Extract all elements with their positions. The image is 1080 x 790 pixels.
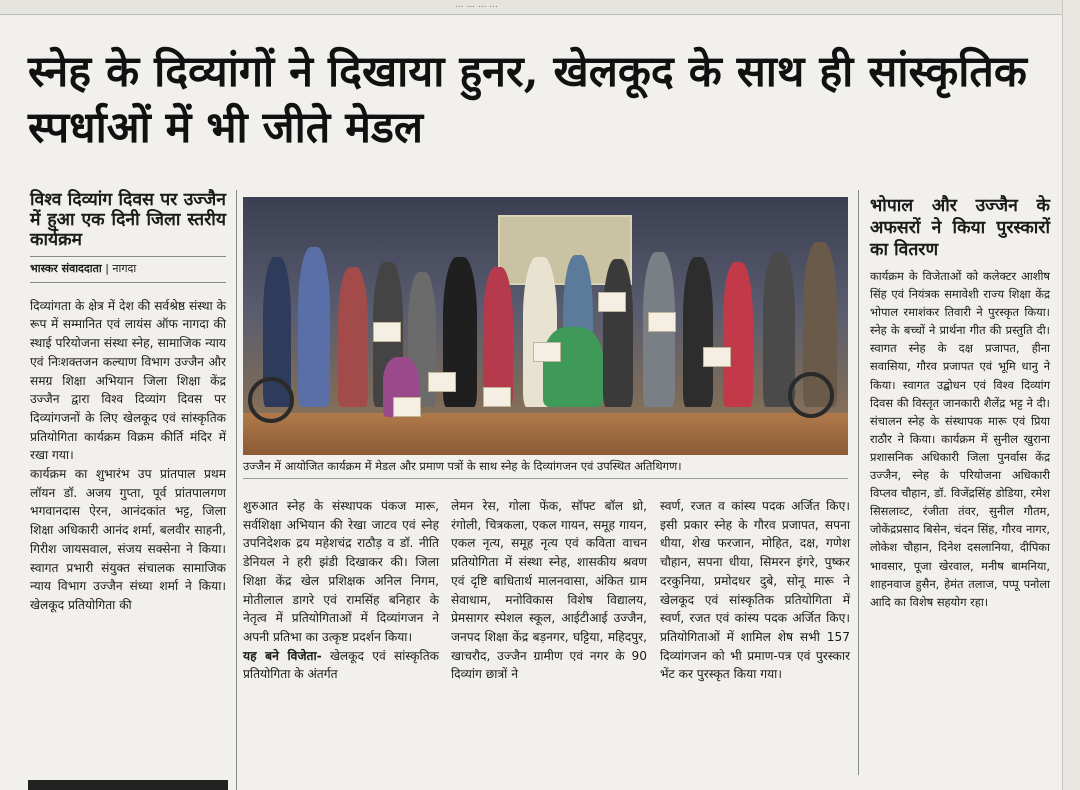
photo-person xyxy=(298,247,330,407)
winners-text: खेलकूद एवं सांस्कृतिक प्रतियोगिता के अंतर्गत xyxy=(243,648,440,682)
group-photo xyxy=(243,197,848,455)
byline-place: | नागदा xyxy=(105,262,137,275)
certificate xyxy=(428,372,456,392)
byline xyxy=(30,256,226,283)
photo-person xyxy=(683,257,713,407)
wheelchair-wheel xyxy=(248,377,294,423)
column-divider xyxy=(858,190,859,775)
photo-caption: उज्जैन में आयोजित कार्यक्रम में मेडल और प्रमाण पत्रों के साथ स्नेह के दिव्यांगजन एवं उपस्थित अतिथिगण। xyxy=(243,458,848,479)
byline-author: भास्कर संवाददाता xyxy=(30,262,102,275)
headline: स्नेह के दिव्यांगों ने दिखाया हुनर, खेलकूद के साथ ही सांस्कृतिक स्पर्धाओं में भी जीते मेडल xyxy=(28,47,1027,153)
left-para-1: दिव्यांगता के क्षेत्र में देश की सर्वश्रेष्ठ संस्था के रूप में सम्मानित एवं लायंस ऑफ नागदा की स्थाई परियोजना संस्था स्नेह, सामाजिक न्याय एवं निःशक्तजन कल्याण विभाग उज्जैन और समग्र शिक्षा अभियान जिला शिक्षा केंद्र उज्जैन द्वारा विश्व दिव्यांग दिवस पर दिव्यांगजनों के लिए खेलकूद एवं सांस्कृतिक प्रतियोगिता कार्यक्रम विक्रम कीर्ति मंदिर में रखा गया। xyxy=(30,298,226,463)
left-column xyxy=(30,190,226,615)
column-3 xyxy=(451,497,647,684)
certificate xyxy=(598,292,626,312)
certificate xyxy=(648,312,676,332)
left-subhead: विश्व दिव्यांग दिवस पर उज्जैन में हुआ एक दिनी जिला स्तरीय कार्यक्रम xyxy=(30,190,226,250)
certificate xyxy=(483,387,511,407)
left-para-2: कार्यक्रम का शुभारंभ उप प्रांतपाल प्रथम लॉयन डॉ. अजय गुप्ता, पूर्व प्रांतपालगण भगवानदास ऐरन, आनंदकांत भट्ट, जिला शिक्षा अधिकारी आनंद शर्मा, बलवीर साहनी, गिरीश जायसवाल, संजय सक्सेना ने किया। स्वागत प्रभारी संयुक्त संचालक सामाजिक न्याय विभाग उज्जैन संध्या शर्मा ने किया। खेलकूद प्रतियोगिता की xyxy=(30,467,226,612)
column-4-para: स्वर्ण, रजत व कांस्य पदक अर्जित किए। इसी प्रकार स्नेह के गौरव प्रजापत, सपना धीया, शेख फरजान, मोहित, दक्ष, गणेश चौहान, सपना धीया, सिमरन इंगरे, पुष्कर दरकुनिया, प्रमोदधर दुबे, सोनू मारू ने खेलकूद एवं सांस्कृतिक प्रतियोगिता में स्वर्ण, रजत एवं कांस्य पदक अर्जित किए। प्रतियोगिताओं में शामिल शेष सभी 157 दिव्यांगजन को भी प्रमाण-पत्र एवं पुरस्कार भेंट कर पुरस्कृत किया गया। xyxy=(660,499,850,682)
certificate xyxy=(533,342,561,362)
photo-person xyxy=(483,267,513,407)
column-divider xyxy=(236,190,237,790)
right-subhead: भोपाल और उज्जैन के अफसरों ने किया पुरस्कारों का वितरण xyxy=(870,196,1050,260)
bottom-rule xyxy=(28,780,228,790)
photo-person xyxy=(338,267,368,407)
right-para: कार्यक्रम के विजेताओं को कलेक्टर आशीष सिंह एवं नियंत्रक समावेशी राज्य शिक्षा केंद्र भोपाल रमाशंकर तिवारी ने पुरस्कृत किया। स्नेह के बच्चों ने प्रार्थना गीत की प्रस्तुति दी। स्वागत स्नेह के दक्ष प्रजापत, हीना सवासिया, गौरव प्रजापत एवं भूमि धानु ने किया। स्वागत उद्बोधन एवं विश्व दिव्यांग दिवस की विस्तृत जानकारी शैलेंद्र भट्ट ने दी। संचालन स्नेह के संस्थापक मारू एवं प्रिया राठौर ने किया। कार्यक्रम में सुनील खुराना प्रशासनिक अधिकारी जिला पुनर्वास केंद्र उज्जैन, स्नेह के परियोजना अधिकारी विप्लव चौहान, डॉ. विजेंद्रसिंह डोडिया, रमेश सिसलाव्ट, रंजीता तंवर, सुनील गौतम, जोकेंद्रप्रसाद बिसेन, चंदन सिंह, गौरव नागर, लोकेश चौहान, दिनेश दसलानिया, दीपिका भावसार, पूजा खेरवाल, मनीष बामनिया, शाहनवाज हुसैन, हेमंत तलाज, पप्पू पनोला आदि का विशेष सहयोग रहा। xyxy=(870,269,1050,609)
photo-person xyxy=(723,262,753,407)
top-strip xyxy=(0,0,1080,15)
stage-floor xyxy=(243,413,848,455)
certificate xyxy=(703,347,731,367)
column-4 xyxy=(660,497,850,684)
top-strip-text: ... ... ... ... xyxy=(455,0,498,10)
adjacent-page-edge xyxy=(1062,0,1080,790)
column-2-para: शुरुआत स्नेह के संस्थापक पंकज मारू, सर्वशिक्षा अभियान की रेखा जाटव एवं स्नेह उपनिदेशक द्रय महेशचंद्र राठौड़ व डॉ. नीति डेनियल ने हरी झंडी दिखाकर की। जिला शिक्षा केंद्र खेल प्रशिक्षक अनिल निगम, मोतीलाल डागरे एवं रामसिंह बनिहार के नेतृत्व में प्रतियोगिताओं में दिव्यांगजन ने अपनी प्रतिभा का उत्कृष्ट प्रदर्शन किया। xyxy=(243,499,439,644)
column-3-para: लेमन रेस, गोला फेंक, सॉफ्ट बॉल थ्रो, रंगोली, चित्रकला, एकल गायन, समूह गायन, एकल नृत्य, समूह नृत्य एवं कविता वाचन प्रतियोगिता में संस्था स्नेह, शासकीय श्रवण एवं दृष्टि बाधितार्थ मालनवासा, अंकित ग्राम सेवाधाम, मनोविकास विशेष विद्यालय, प्रेमसागर स्पेशल स्कूल, आईटीआई उज्जैन, जनपद शिक्षा केंद्र बड़नगर, घट्टिया, महिदपुर, खाचरौद, उज्जैन ग्रामीण एवं नगर के 90 दिव्यांग छात्रों ने xyxy=(451,499,647,682)
photo-person xyxy=(603,259,633,407)
winners-label: यह बने विजेता- xyxy=(243,648,322,663)
certificate xyxy=(393,397,421,417)
right-column xyxy=(870,195,1050,611)
wheelchair-wheel xyxy=(788,372,834,418)
photo-person xyxy=(543,327,603,407)
column-2 xyxy=(243,497,439,684)
certificate xyxy=(373,322,401,342)
